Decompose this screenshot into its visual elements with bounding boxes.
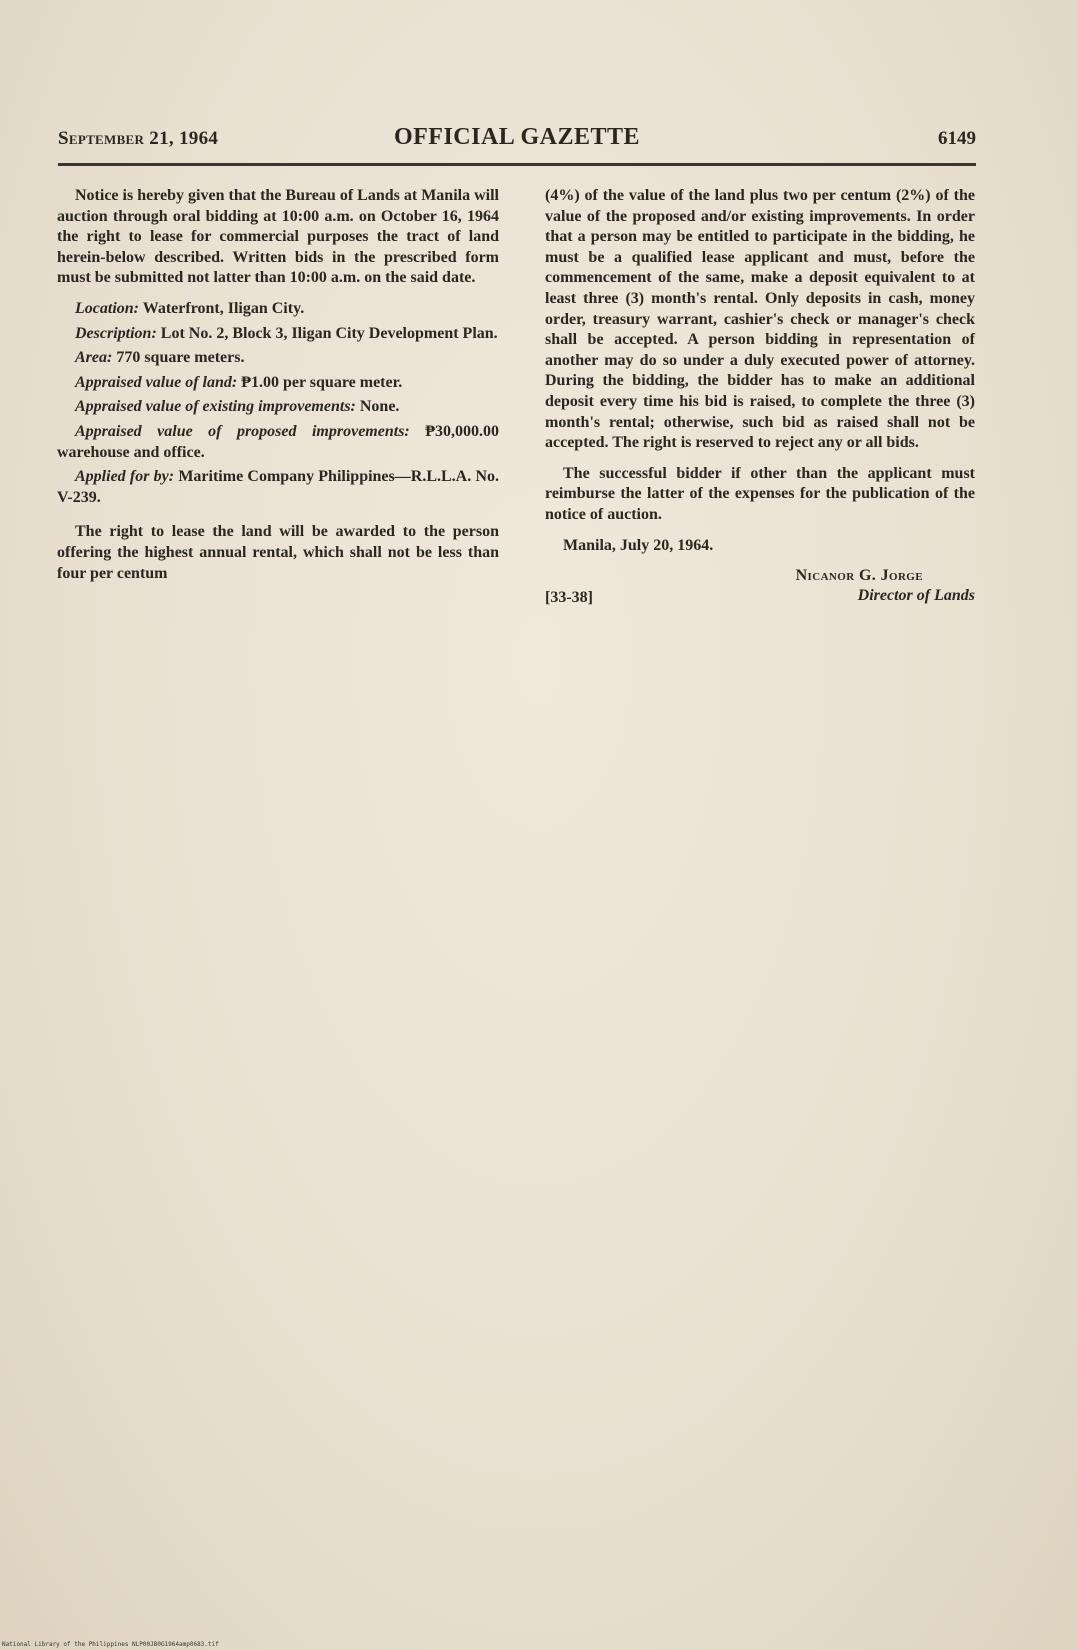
location-value: Waterfront, Iligan City.: [139, 299, 305, 317]
area-label: Area:: [75, 349, 113, 367]
left-column: [57, 186, 499, 594]
right-column: [545, 186, 975, 614]
publication-reference: [33-38]: [545, 589, 593, 607]
signature-block: [545, 566, 975, 614]
proposed-improvements-item: [57, 422, 499, 463]
existing-improvements-label: Appraised value of existing improvements:: [75, 398, 356, 416]
location-label: Location:: [75, 299, 139, 317]
right-to-lease-paragraph: The right to lease the land will be awarded to the person offering the highest annual rental, which shall not be less than four per centum: [57, 523, 499, 582]
terms-continuation: (4%) of the value of the land plus two per centum (2%) of the value of the proposed and/or existing improvements. In order that a person may be entitled to participate in the bidding, he must be a qualified lease applicant and must, before the commencement of the same, make a deposit equivalent to at least three (3) month's rental. Only deposits in cash, money order, treasury warrant, cashier's check or manager's check shall be accepted. A person bidding in representation of another may do so under a duly executed power of attorney. During the bidding, the bidder has to make an additional deposit every time his bid is raised, to complete the three (3) month's rental; otherwise, such bid as raised shall not be accepted. The right is reserved to reject any or all bids.: [545, 187, 975, 452]
dateline: Manila, July 20, 1964.: [563, 536, 714, 554]
publication-title: OFFICIAL GAZETTE: [393, 124, 641, 150]
proposed-improvements-value: ₱30,000.00 warehouse and office.: [57, 422, 499, 461]
scan-source-footer: National Library of the Philippines NLP00JB0G1964amp0683.tif: [2, 1641, 219, 1648]
header-rule: [58, 163, 976, 166]
signatory-title: Director of Lands: [857, 587, 975, 605]
area-item: [57, 348, 499, 369]
existing-improvements-value: None.: [355, 398, 400, 416]
successful-bidder-paragraph: The successful bidder if other than the applicant must reimburse the latter of the expenses for the publication of the notice of auction.: [545, 464, 975, 523]
applied-for-item: [57, 467, 499, 508]
applied-for-value: Maritime Company Philippines—R.L.L.A. No. V-239.: [57, 468, 499, 506]
land-value-label: Appraised value of land:: [75, 373, 238, 391]
page-number: 6149: [938, 128, 976, 149]
existing-improvements-item: [57, 397, 499, 418]
notice-intro: Notice is hereby given that the Bureau of Lands at Manila will auction through oral bidding at 10:00 a.m. on October 16, 1964 the right to lease for commercial purposes the tract of land herein-below described. Written bids in the prescribed form must be submitted not latter than 10:00 a.m. on the said date.: [57, 187, 499, 287]
description-item: [57, 324, 499, 345]
location-item: [57, 299, 499, 320]
signatory-name: Nicanor G. Jorge: [795, 567, 923, 585]
land-value-value: ₱1.00 per square meter.: [237, 373, 403, 391]
header-date: September 21, 1964: [58, 128, 219, 149]
description-label: Description:: [75, 324, 157, 342]
page-header: [58, 124, 976, 154]
proposed-improvements-label: Appraised value of proposed improvements:: [75, 422, 410, 440]
applied-for-label: Applied for by:: [75, 468, 175, 486]
description-value: Lot No. 2, Block 3, Iligan City Development Plan.: [156, 324, 498, 342]
area-value: 770 square meters.: [112, 349, 245, 367]
land-value-item: [57, 373, 499, 394]
